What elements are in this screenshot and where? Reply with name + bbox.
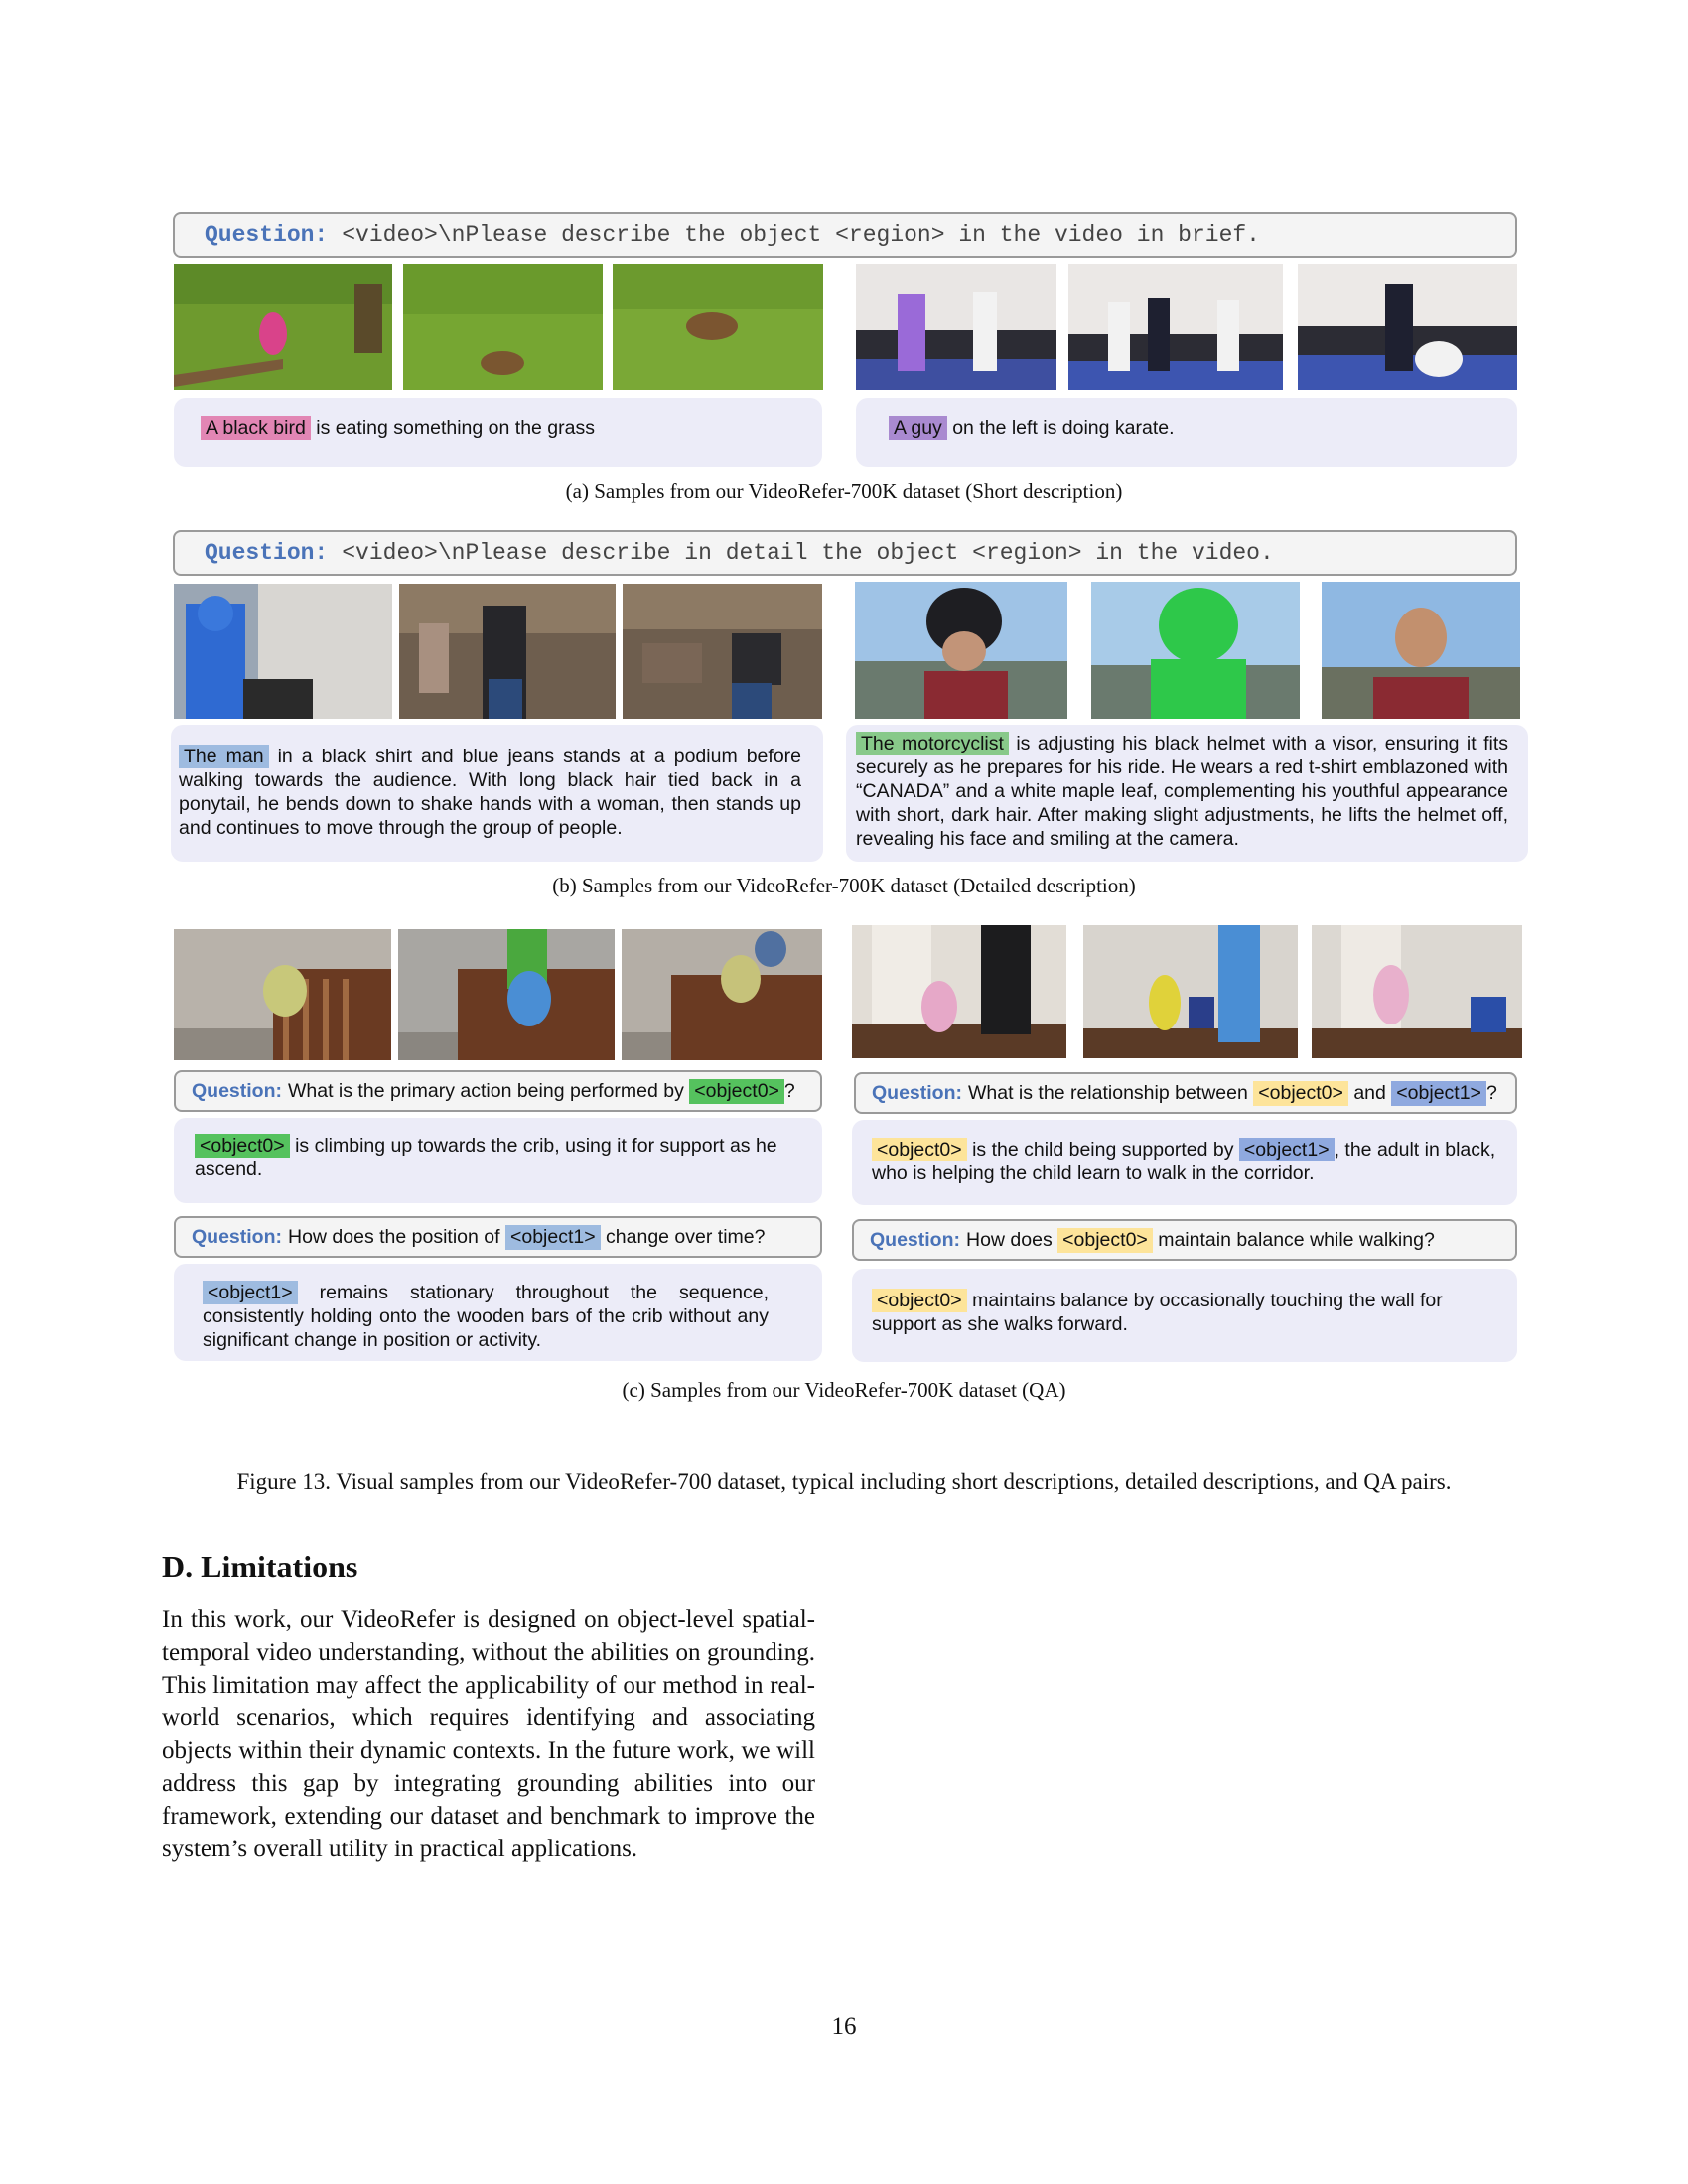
object-tag-1: <object1> bbox=[1391, 1081, 1486, 1106]
question-bar-short bbox=[173, 212, 1517, 258]
video-frame-walk-3 bbox=[1312, 925, 1522, 1058]
question-text: How does the position of bbox=[288, 1225, 505, 1248]
answer-text: on the left is doing karate. bbox=[946, 417, 1175, 439]
object-tag: <object1> bbox=[505, 1225, 601, 1250]
question-text: How does bbox=[966, 1228, 1058, 1251]
question-bar-detailed bbox=[173, 530, 1517, 576]
video-frame-rider-3 bbox=[1322, 582, 1520, 719]
qa-answer-right-2 bbox=[852, 1269, 1517, 1362]
question-mid: and bbox=[1347, 1081, 1392, 1104]
object-tag-1: <object1> bbox=[1239, 1138, 1335, 1161]
question-label: Question: bbox=[870, 1228, 960, 1251]
question-text: <video>\nPlease describe in detail the object <region> in the video. bbox=[342, 540, 1274, 566]
object-tag-0: <object0> bbox=[872, 1138, 967, 1161]
video-frame-bird-1 bbox=[174, 264, 392, 390]
object-highlight: A black bird bbox=[201, 416, 311, 440]
question-label: Question: bbox=[872, 1081, 962, 1104]
qa-question-right-1 bbox=[854, 1072, 1517, 1114]
video-frame-bird-3 bbox=[613, 264, 823, 390]
question-text: What is the relationship between bbox=[968, 1081, 1254, 1104]
answer-box-rider bbox=[846, 725, 1528, 862]
question-end: ? bbox=[1485, 1081, 1497, 1104]
video-frame-man-1 bbox=[174, 584, 392, 719]
answer-text: is adjusting his black helmet with a visor, ensuring it fits securely as he prepares for his ride. He wears a red t-shirt emblazoned with “CANADA” and a white maple leaf, complementing his youthful appearance with short, dark hair. After making slight adjustments, he lifts the helmet off, revealing his face and smiling at the camera. bbox=[856, 733, 1508, 850]
qa-answer-right-1 bbox=[852, 1120, 1517, 1205]
question-end: change over time? bbox=[600, 1225, 766, 1248]
answer-text: is eating something on the grass bbox=[310, 417, 595, 439]
qa-question-left-1 bbox=[174, 1070, 822, 1112]
question-end: ? bbox=[783, 1079, 795, 1102]
question-label: Question: bbox=[205, 222, 329, 248]
answer-text: is climbing up towards the crib, using it for support as he ascend. bbox=[195, 1135, 777, 1180]
video-frame-karate-2 bbox=[1068, 264, 1283, 390]
object-highlight: The man bbox=[179, 745, 269, 768]
object-tag: <object1> bbox=[203, 1281, 298, 1304]
video-frame-rider-2 bbox=[1091, 582, 1300, 719]
video-frame-bird-2 bbox=[403, 264, 603, 390]
question-text: <video>\nPlease describe the object <region> in the video in brief. bbox=[342, 222, 1260, 248]
qa-question-left-2 bbox=[174, 1216, 822, 1258]
qa-question-right-2 bbox=[852, 1219, 1517, 1261]
qa-answer-left-2 bbox=[174, 1264, 822, 1361]
video-frame-man-2 bbox=[399, 584, 616, 719]
answer-text: is the child being supported by bbox=[966, 1139, 1239, 1160]
question-label: Question: bbox=[192, 1079, 282, 1102]
video-frame-karate-3 bbox=[1298, 264, 1517, 390]
question-end: maintain balance while walking? bbox=[1152, 1228, 1435, 1251]
object-highlight: A guy bbox=[889, 416, 947, 440]
video-frame-man-3 bbox=[623, 584, 822, 719]
answer-text-end: , the adult in black, who is helping the child learn to walk in the corridor. bbox=[872, 1139, 1496, 1184]
video-frame-walk-1 bbox=[852, 925, 1066, 1058]
answer-text: remains stationary throughout the sequence, consistently holding onto the wooden bars of the crib without any significant change in position or activity. bbox=[203, 1282, 769, 1351]
answer-box-man bbox=[171, 725, 823, 862]
object-tag: <object0> bbox=[195, 1134, 290, 1158]
object-tag: <object0> bbox=[872, 1289, 967, 1312]
question-label: Question: bbox=[192, 1225, 282, 1248]
video-frame-crib-2 bbox=[398, 929, 615, 1060]
subcaption-c: (c) Samples from our VideoRefer-700K dataset (QA) bbox=[622, 1378, 1066, 1402]
section-heading: D. Limitations bbox=[162, 1549, 358, 1584]
answer-text: maintains balance by occasionally touching the wall for support as she walks forward. bbox=[872, 1290, 1443, 1335]
video-frame-crib-3 bbox=[622, 929, 822, 1060]
page-number: 16 bbox=[831, 2013, 857, 2040]
video-frame-rider-1 bbox=[855, 582, 1067, 719]
object-tag: <object0> bbox=[1057, 1228, 1153, 1253]
subcaption-b: (b) Samples from our VideoRefer-700K dataset (Detailed description) bbox=[552, 874, 1136, 897]
figure-caption: Figure 13. Visual samples from our VideoRefer-700 dataset, typical including short descriptions, detailed descriptions, and QA pairs. bbox=[236, 1469, 1452, 1494]
question-label: Question: bbox=[205, 540, 329, 566]
video-frame-karate-1 bbox=[856, 264, 1056, 390]
object-tag: <object0> bbox=[689, 1079, 784, 1104]
subcaption-a: (a) Samples from our VideoRefer-700K dataset (Short description) bbox=[565, 479, 1123, 503]
video-frame-crib-1 bbox=[174, 929, 391, 1060]
answer-text: in a black shirt and blue jeans stands at a podium before walking towards the audience. With long black hair tied back in a ponytail, he bends down to shake hands with a woman, then stands up and continues to move through the group of people. bbox=[179, 746, 801, 839]
answer-box-karate bbox=[856, 398, 1517, 467]
object-highlight: The motorcyclist bbox=[856, 732, 1009, 755]
answer-box-bird bbox=[174, 398, 822, 467]
qa-answer-left-1 bbox=[174, 1118, 822, 1203]
question-text: What is the primary action being performed by bbox=[288, 1079, 690, 1102]
object-tag-0: <object0> bbox=[1253, 1081, 1348, 1106]
video-frame-walk-2 bbox=[1083, 925, 1298, 1058]
section-body: In this work, our VideoRefer is designed on object-level spatial-temporal video understanding, without the abilities on grounding. This limitation may affect the applicability of our method in real-world scenarios, which requires identifying and associating objects within their dynamic contexts. In the future work, we will address this gap by integrating grounding abilities into our framework, extending our dataset and benchmark to improve the system’s overall utility in practical applications. bbox=[162, 1606, 815, 1862]
